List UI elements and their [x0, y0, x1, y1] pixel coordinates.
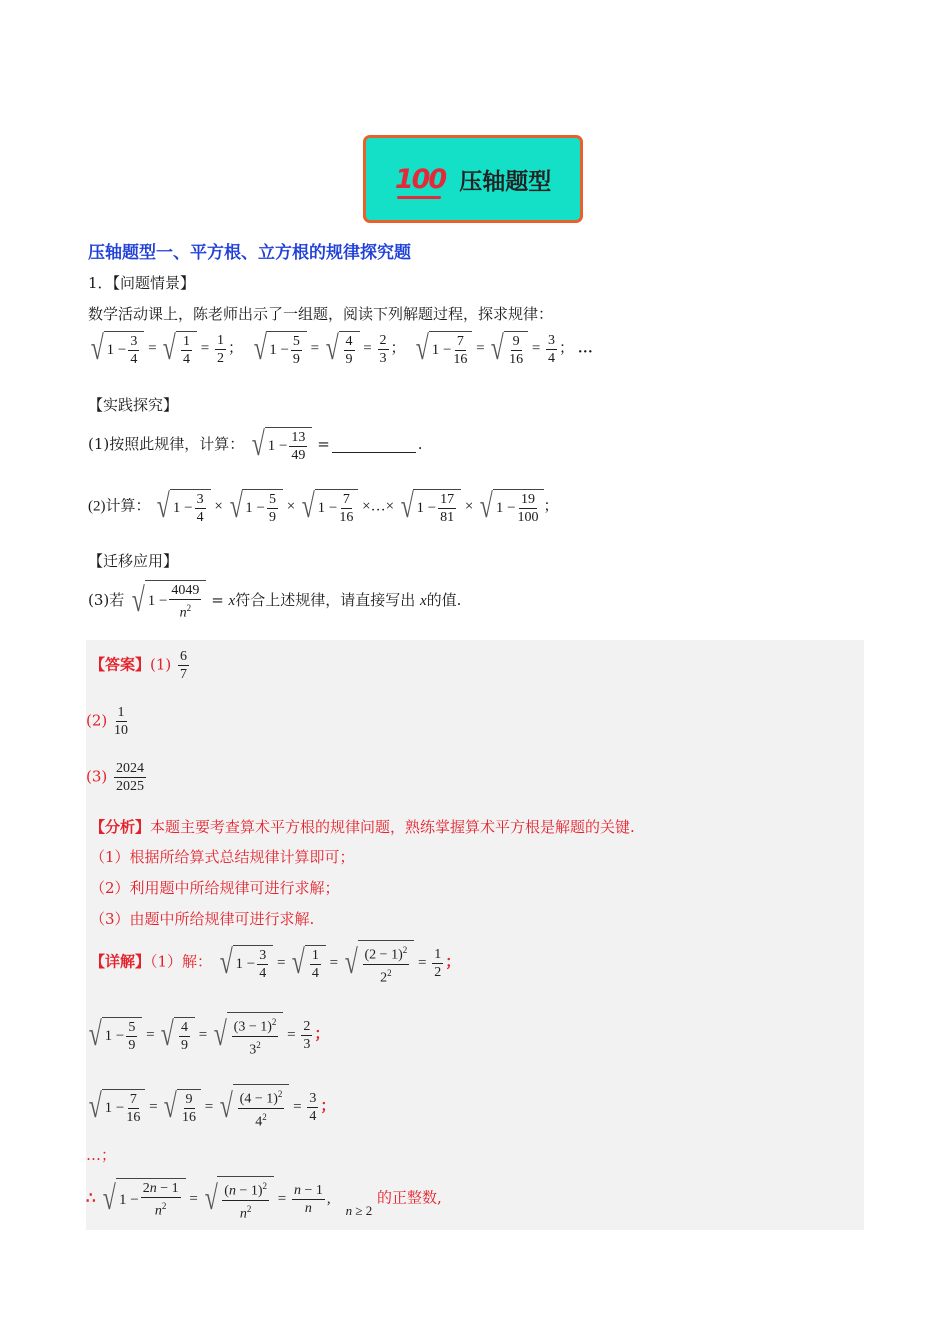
answer-3: (3) $\frac{2024}{2025}$ [86, 761, 145, 794]
question-2: (2)计算： √ 1 − $\frac{3}{4}$ × √ 1 − $\frac{5}{9}$ × √ 1 − $\frac{7}{16}$ ×…× √ 1 − $\frac{17}{81}$ × √ 1 − $\frac{19}{100}$ ； [88, 488, 559, 525]
question-3: (3)若 √ 1 − $\frac{4049}{n^2}$ = x符合上述规律，请直接写出 x的值. [88, 581, 462, 621]
practice-heading: 【实践探究】 [88, 396, 179, 414]
problem-number: 1．【问题情景】 [88, 274, 196, 292]
question-1: (1)按照此规律，计算： √ 1 − $\frac{13}{49}$ = . [88, 426, 423, 463]
detail-conclusion: ∴ √ 1 − $\frac{2n - 1}{n^2}$ = √ $\frac{(n - 1)^2}{n^2}$ = $\frac{n - 1}{n}$ , n ≥ 2 的正整数, [86, 1176, 442, 1222]
example-formulas: √ 1 − $\frac{3}{4}$ = √ $\frac{1}{4}$ = $\frac{1}{2}$ ； √ 1 − $\frac{5}{9}$ = √ $\frac{4}{9}$ = $\frac{2}{3}$ ； √ 1 − $\frac{7}{16}$ = √ $\frac{9}{16}$ = $\frac{3}{4}$ ； … [90, 330, 593, 367]
answer-1: 【答案】(1) $\frac{6}{7}$ [90, 649, 188, 682]
answer-2: (2) $\frac{1}{10}$ [86, 705, 129, 738]
transfer-heading: 【迁移应用】 [88, 552, 179, 570]
title-banner [363, 135, 583, 223]
problem-intro: 数学活动课上，陈老师出示了一组题，阅读下列解题过程，探求规律： [88, 305, 554, 323]
analysis-step-2: （2）利用题中所给规律可进行求解； [90, 879, 340, 897]
answer-panel [86, 640, 864, 1230]
analysis-line: 【分析】本题主要考查算术平方根的规律问题，熟练掌握算术平方根是解题的关键. [90, 818, 635, 836]
detail-line-2: √ 1 − $\frac{5}{9}$ = √ $\frac{4}{9}$ = √ $\frac{(3 - 1)^2}{3^2}$ = $\frac{2}{3}$ ； [86, 1012, 329, 1058]
detail-line-1: 【详解】（1）解： √ 1 − $\frac{3}{4}$ = √ $\frac{1}{4}$ = √ $\frac{(2 - 1)^2}{2^2}$ = $\frac{1}{2}$ ； [90, 940, 460, 986]
answer-blank[interactable] [332, 438, 416, 453]
detail-line-3: √ 1 − $\frac{7}{16}$ = √ $\frac{9}{16}$ = √ $\frac{(4 - 1)^2}{4^2}$ = $\frac{3}{4}$ ； [86, 1084, 335, 1130]
hundred-icon: 100 [394, 163, 446, 195]
detail-ellipsis: …； [86, 1146, 117, 1164]
analysis-step-1: （1）根据所给算式总结规律计算即可； [90, 848, 355, 866]
section-title: 压轴题型一、平方根、立方根的规律探究题 [88, 243, 411, 263]
banner-title: 压轴题型 [459, 168, 552, 195]
analysis-step-3: （3）由题中所给规律可进行求解. [90, 910, 315, 928]
